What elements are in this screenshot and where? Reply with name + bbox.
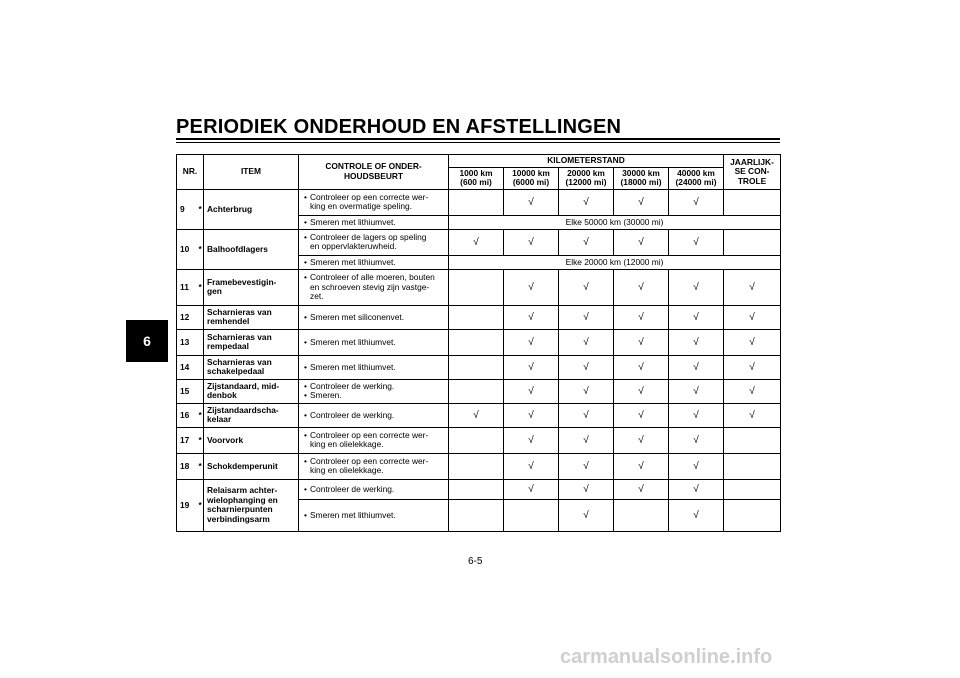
interval-check-cell: √	[614, 355, 669, 379]
interval-check-cell: √	[669, 269, 724, 305]
col-interval: 40000 km (24000 mi)	[669, 167, 724, 189]
item-name: Zijstandaardscha- kelaar	[204, 403, 299, 427]
interval-check-cell: √	[614, 229, 669, 255]
interval-check-cell	[614, 499, 669, 531]
interval-check-cell	[504, 499, 559, 531]
table-header	[177, 155, 781, 190]
interval-check-cell	[449, 355, 504, 379]
row-number: 13	[177, 329, 196, 355]
check-action	[299, 427, 449, 453]
col-group-km: KILOMETERSTAND	[449, 155, 724, 168]
row-number: 19	[177, 479, 196, 531]
watermark: carmanualsonline.info	[560, 646, 773, 668]
page-number: 6-5	[468, 556, 483, 567]
interval-check-cell: √	[504, 355, 559, 379]
interval-check-cell	[449, 305, 504, 329]
col-interval: 30000 km (18000 mi)	[614, 167, 669, 189]
interval-check-cell	[449, 453, 504, 479]
interval-check-cell: √	[614, 305, 669, 329]
col-item: ITEM	[204, 155, 299, 190]
col-check: CONTROLE OF ONDER- HOUDSBEURT	[299, 155, 449, 190]
interval-check-cell	[449, 329, 504, 355]
interval-note: Elke 50000 km (30000 mi)	[449, 215, 781, 229]
annual-check-cell	[724, 229, 781, 255]
dealer-asterisk: *	[196, 479, 204, 531]
col-interval: 20000 km (12000 mi)	[559, 167, 614, 189]
annual-check-cell	[724, 453, 781, 479]
dealer-asterisk: *	[196, 453, 204, 479]
annual-check-cell: √	[724, 379, 781, 403]
interval-check-cell: √	[559, 453, 614, 479]
action-bullet: • Controleer op een correcte wer- king en olielekkage.	[302, 457, 445, 476]
check-action	[299, 499, 449, 531]
annual-check-cell: √	[724, 269, 781, 305]
item-name: Schokdemperunit	[204, 453, 299, 479]
dealer-asterisk	[196, 305, 204, 329]
item-name: Zijstandaard, mid- denbok	[204, 379, 299, 403]
title-rule-thin	[176, 142, 780, 143]
check-action	[299, 479, 449, 499]
interval-check-cell: √	[559, 499, 614, 531]
table-row	[177, 355, 781, 379]
item-name: Scharnieras van remhendel	[204, 305, 299, 329]
check-action	[299, 255, 449, 269]
table-row	[177, 379, 781, 403]
interval-check-cell: √	[559, 269, 614, 305]
title-rule	[176, 138, 780, 140]
interval-check-cell: √	[559, 355, 614, 379]
table-row	[177, 479, 781, 499]
dealer-asterisk	[196, 329, 204, 355]
interval-check-cell: √	[669, 479, 724, 499]
action-bullet: • Controleer de werking.	[302, 411, 445, 421]
interval-check-cell: √	[559, 189, 614, 215]
interval-check-cell: √	[669, 379, 724, 403]
chapter-tab: 6	[126, 320, 168, 362]
item-name: Voorvork	[204, 427, 299, 453]
interval-check-cell: √	[559, 229, 614, 255]
interval-check-cell: √	[504, 453, 559, 479]
interval-check-cell: √	[504, 329, 559, 355]
interval-check-cell: √	[669, 229, 724, 255]
interval-check-cell: √	[669, 427, 724, 453]
annual-check-cell: √	[724, 305, 781, 329]
interval-check-cell: √	[669, 305, 724, 329]
interval-check-cell: √	[559, 479, 614, 499]
interval-check-cell: √	[614, 427, 669, 453]
item-name: Scharnieras van schakelpedaal	[204, 355, 299, 379]
row-number: 9	[177, 189, 196, 229]
table-row	[177, 229, 781, 255]
interval-check-cell: √	[559, 403, 614, 427]
interval-check-cell: √	[504, 403, 559, 427]
interval-check-cell: √	[559, 329, 614, 355]
annual-check-cell: √	[724, 329, 781, 355]
interval-note: Elke 20000 km (12000 mi)	[449, 255, 781, 269]
item-name: Relaisarm achter- wielophanging en scharnierpunten verbindingsarm	[204, 479, 299, 531]
row-number: 15	[177, 379, 196, 403]
row-number: 16	[177, 403, 196, 427]
interval-check-cell	[449, 379, 504, 403]
table-body	[177, 189, 781, 531]
action-bullet: • Smeren met lithiumvet.	[302, 258, 445, 268]
check-action	[299, 379, 449, 403]
action-bullet: • Controleer de lagers op speling en oppervlakteruwheid.	[302, 233, 445, 252]
item-name: Achterbrug	[204, 189, 299, 229]
interval-check-cell: √	[559, 427, 614, 453]
action-bullet: • Controleer op een correcte wer- king en olielekkage.	[302, 431, 445, 450]
annual-check-cell	[724, 499, 781, 531]
check-action	[299, 229, 449, 255]
check-action	[299, 305, 449, 329]
interval-check-cell: √	[614, 189, 669, 215]
dealer-asterisk	[196, 379, 204, 403]
interval-check-cell: √	[559, 305, 614, 329]
check-action	[299, 269, 449, 305]
action-bullet: • Controleer op een correcte wer- king en overmatige speling.	[302, 193, 445, 212]
dealer-asterisk: *	[196, 269, 204, 305]
item-name: Balhoofdlagers	[204, 229, 299, 269]
interval-check-cell: √	[449, 403, 504, 427]
table-row	[177, 453, 781, 479]
table-row	[177, 269, 781, 305]
check-action	[299, 403, 449, 427]
row-number: 17	[177, 427, 196, 453]
interval-check-cell: √	[504, 269, 559, 305]
page-title: PERIODIEK ONDERHOUD EN AFSTELLINGEN	[176, 116, 622, 138]
interval-check-cell	[449, 269, 504, 305]
interval-check-cell: √	[614, 403, 669, 427]
interval-check-cell	[449, 189, 504, 215]
table-row	[177, 403, 781, 427]
item-name: Scharnieras van rempedaal	[204, 329, 299, 355]
interval-check-cell	[449, 499, 504, 531]
item-name: Framebevestigin- gen	[204, 269, 299, 305]
row-number: 14	[177, 355, 196, 379]
check-action	[299, 329, 449, 355]
interval-check-cell: √	[669, 189, 724, 215]
interval-check-cell: √	[614, 379, 669, 403]
action-bullet: • Controleer de werking.	[302, 382, 445, 392]
interval-check-cell: √	[669, 499, 724, 531]
table-row	[177, 305, 781, 329]
interval-check-cell: √	[504, 229, 559, 255]
interval-check-cell: √	[614, 329, 669, 355]
interval-check-cell: √	[504, 189, 559, 215]
action-bullet: • Smeren met lithiumvet.	[302, 511, 445, 521]
check-action	[299, 453, 449, 479]
table-row	[177, 329, 781, 355]
row-number: 18	[177, 453, 196, 479]
dealer-asterisk: *	[196, 403, 204, 427]
action-bullet: • Controleer de werking.	[302, 485, 445, 495]
col-interval: 1000 km (600 mi)	[449, 167, 504, 189]
interval-check-cell: √	[504, 305, 559, 329]
interval-check-cell: √	[614, 269, 669, 305]
action-bullet: • Smeren met lithiumvet.	[302, 338, 445, 348]
interval-check-cell	[449, 479, 504, 499]
action-bullet: • Smeren.	[302, 391, 445, 401]
action-bullet: • Smeren met siliconenvet.	[302, 313, 445, 323]
dealer-asterisk: *	[196, 189, 204, 229]
dealer-asterisk: *	[196, 229, 204, 269]
interval-check-cell: √	[669, 355, 724, 379]
action-bullet: • Controleer of alle moeren, bouten en schroeven stevig zijn vastge- zet.	[302, 273, 445, 302]
col-annual: JAARLIJK- SE CON- TROLE	[724, 155, 781, 190]
interval-check-cell: √	[504, 479, 559, 499]
dealer-asterisk	[196, 355, 204, 379]
table-row	[177, 427, 781, 453]
annual-check-cell: √	[724, 403, 781, 427]
row-number: 12	[177, 305, 196, 329]
maintenance-table	[176, 154, 781, 532]
interval-check-cell: √	[614, 479, 669, 499]
interval-check-cell: √	[669, 403, 724, 427]
interval-check-cell: √	[504, 427, 559, 453]
check-action	[299, 355, 449, 379]
action-bullet: • Smeren met lithiumvet.	[302, 218, 445, 228]
annual-check-cell	[724, 479, 781, 499]
col-nr: NR.	[177, 155, 204, 190]
interval-check-cell: √	[504, 379, 559, 403]
row-number: 11	[177, 269, 196, 305]
interval-check-cell: √	[669, 329, 724, 355]
annual-check-cell	[724, 427, 781, 453]
interval-check-cell: √	[559, 379, 614, 403]
check-action	[299, 215, 449, 229]
table-row	[177, 189, 781, 215]
interval-check-cell: √	[669, 453, 724, 479]
annual-check-cell: √	[724, 355, 781, 379]
dealer-asterisk: *	[196, 427, 204, 453]
check-action	[299, 189, 449, 215]
interval-check-cell	[449, 427, 504, 453]
col-interval: 10000 km (6000 mi)	[504, 167, 559, 189]
row-number: 10	[177, 229, 196, 269]
interval-check-cell: √	[614, 453, 669, 479]
action-bullet: • Smeren met lithiumvet.	[302, 363, 445, 373]
interval-check-cell: √	[449, 229, 504, 255]
annual-check-cell	[724, 189, 781, 215]
